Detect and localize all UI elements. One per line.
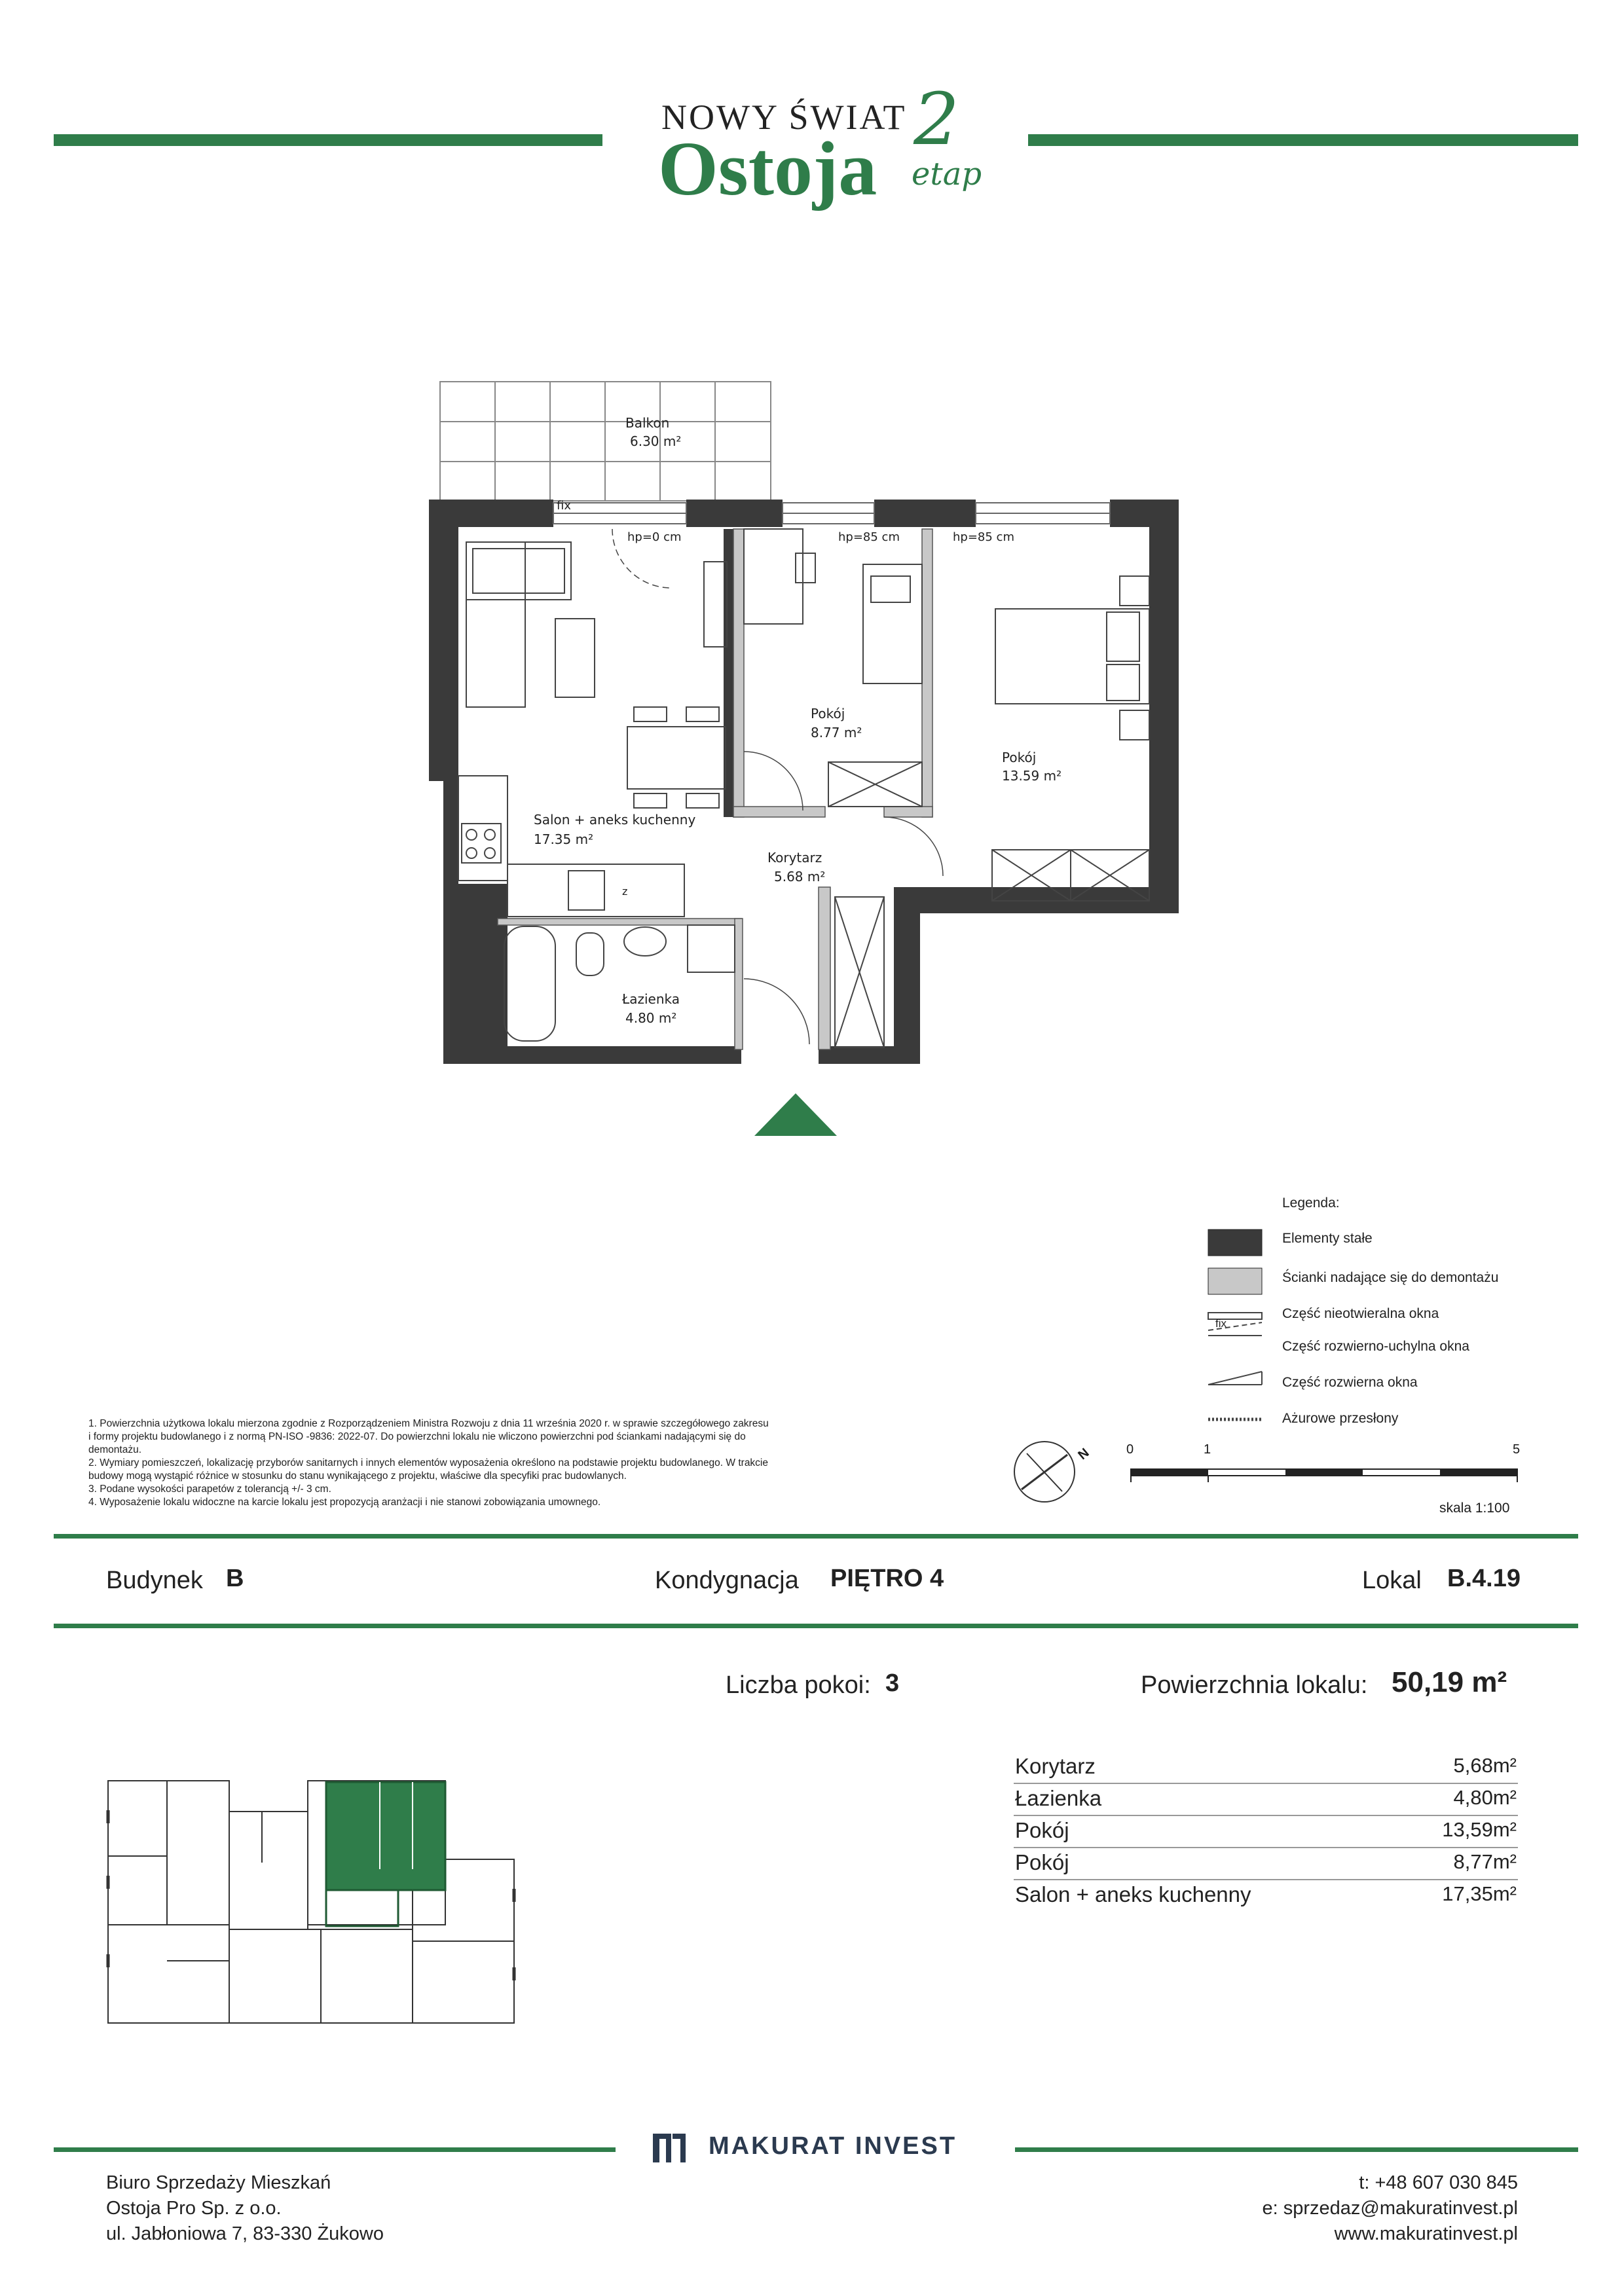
label-pokoj-1: Pokój bbox=[811, 706, 845, 721]
entrance-arrow bbox=[754, 1093, 837, 1136]
table-row bbox=[1014, 1880, 1518, 1911]
area-value: 50,19 m² bbox=[1392, 1666, 1507, 1698]
footer-line-left bbox=[54, 2147, 616, 2152]
room-name: Pokój bbox=[1015, 1818, 1069, 1842]
table-row bbox=[1014, 1848, 1518, 1880]
footer-company: MAKURAT INVEST bbox=[709, 2132, 957, 2160]
window-height-2: hp=85 cm bbox=[838, 530, 900, 544]
key-plan-highlight bbox=[326, 1782, 445, 1890]
room-area: 5,68m² bbox=[1453, 1754, 1517, 1777]
floor-value: PIĘTRO 4 bbox=[830, 1565, 944, 1592]
label-balkon: Balkon bbox=[625, 415, 670, 431]
note-line-7: 4. Wyposażenie lokalu widoczne na karcie lokalu jest propozycją aranżacji i nie stanowi zobowiązania umownego. bbox=[88, 1497, 601, 1508]
key-plan bbox=[105, 1771, 524, 2033]
area-pokoj-2: 13.59 m² bbox=[1002, 768, 1062, 784]
footer-address-1: Biuro Sprzedaży Mieszkań bbox=[106, 2172, 331, 2193]
footer-phone[interactable]: t: +48 607 030 845 bbox=[1359, 2172, 1518, 2193]
area-salon: 17.35 m² bbox=[534, 831, 594, 847]
room-area: 8,77m² bbox=[1453, 1850, 1517, 1873]
window-height-3: hp=85 cm bbox=[953, 530, 1014, 544]
compass-north-label: N bbox=[1075, 1446, 1092, 1463]
building-label: Budynek bbox=[106, 1567, 203, 1594]
label-salon: Salon + aneks kuchenny bbox=[534, 812, 696, 828]
note-line-2: i formy projektu budowlanego i z normą PN-ISO -9836: 2022-07. Do powierzchni lokalu nie wliczono powierzchni pod ściankami nadającymi się do bbox=[88, 1431, 746, 1442]
footer-address-3: ul. Jabłoniowa 7, 83-330 Żukowo bbox=[106, 2223, 384, 2244]
legend-title: Legenda: bbox=[1282, 1195, 1340, 1211]
unit-label: Lokal bbox=[1362, 1567, 1422, 1594]
note-line-5: budowy mogą wystąpić różnice w stosunku do stanu wynikającego z projektu, właściwe dla specyfiki prac budowlanych. bbox=[88, 1470, 627, 1482]
legend-item-fixed-window: Część nieotwieralna okna bbox=[1282, 1306, 1439, 1321]
logo-line1: NOWY ŚWIAT bbox=[661, 98, 907, 137]
label-lazienka: Łazienka bbox=[622, 991, 680, 1007]
room-name: Korytarz bbox=[1015, 1754, 1096, 1778]
logo-stage-number: 2 bbox=[913, 77, 959, 161]
table-row bbox=[1014, 1783, 1518, 1816]
area-lazienka: 4.80 m² bbox=[625, 1010, 677, 1026]
footer-email[interactable]: e: sprzedaz@makuratinvest.pl bbox=[1262, 2198, 1518, 2219]
room-area: 13,59m² bbox=[1442, 1818, 1517, 1841]
divider-bottom bbox=[54, 1624, 1578, 1628]
fridge-label: z bbox=[622, 885, 628, 898]
floor-label: Kondygnacja bbox=[655, 1567, 799, 1594]
rooms-count-value: 3 bbox=[885, 1669, 900, 1697]
footer-website[interactable]: www.makuratinvest.pl bbox=[1334, 2223, 1518, 2244]
note-line-3: demontażu. bbox=[88, 1444, 141, 1455]
area-label: Powierzchnia lokalu: bbox=[1141, 1671, 1368, 1699]
doors bbox=[612, 529, 943, 1044]
area-korytarz: 5.68 m² bbox=[774, 869, 826, 884]
footer-address-2: Ostoja Pro Sp. z o.o. bbox=[106, 2198, 282, 2219]
balcony-grid bbox=[440, 382, 771, 501]
room-name: Łazienka bbox=[1015, 1786, 1102, 1810]
scale-tick-0: 0 bbox=[1126, 1442, 1134, 1457]
label-pokoj-2: Pokój bbox=[1002, 750, 1037, 765]
scale-tick-1: 1 bbox=[1204, 1442, 1211, 1457]
rooms-count-label: Liczba pokoi: bbox=[726, 1671, 871, 1699]
legend-item-casement-window: Część rozwierna okna bbox=[1282, 1375, 1418, 1390]
room-name: Pokój bbox=[1015, 1850, 1069, 1874]
area-balkon: 6.30 m² bbox=[630, 433, 682, 449]
table-row bbox=[1014, 1751, 1518, 1784]
footer-line-right bbox=[1015, 2147, 1578, 2152]
room-area: 4,80m² bbox=[1453, 1786, 1517, 1809]
divider-top bbox=[54, 1534, 1578, 1539]
logo-line2: Ostoja bbox=[658, 126, 877, 211]
unit-value: B.4.19 bbox=[1447, 1565, 1521, 1592]
logo-stage-word: etap bbox=[912, 156, 982, 192]
note-line-6: 3. Podane wysokości parapetów z tolerancją +/- 3 cm. bbox=[88, 1484, 331, 1495]
legend-item-removable: Ścianki nadające się do demontażu bbox=[1282, 1270, 1499, 1285]
table-row bbox=[1014, 1815, 1518, 1848]
scale-bar bbox=[1130, 1460, 1522, 1486]
window-height-1: hp=0 cm bbox=[627, 530, 682, 544]
building-value: B bbox=[226, 1565, 244, 1592]
area-pokoj-1: 8.77 m² bbox=[811, 725, 862, 740]
plan-fix-label: fix bbox=[557, 499, 571, 513]
legend-item-tilt-window: Część rozwierno-uchylna okna bbox=[1282, 1339, 1469, 1354]
room-area: 17,35m² bbox=[1442, 1882, 1517, 1905]
note-line-1: 1. Powierzchnia użytkowa lokalu mierzona zgodnie z Rozporządzeniem Ministra Rozwoju z dnia 11 września 2020 r. w sprawie szczegółowego zakresu bbox=[88, 1418, 769, 1429]
legend-symbols bbox=[1205, 1224, 1270, 1434]
scale-tick-5: 5 bbox=[1513, 1442, 1521, 1457]
room-name: Salon + aneks kuchenny bbox=[1015, 1882, 1251, 1906]
furniture bbox=[458, 529, 1149, 1048]
legend-fix-label: fix bbox=[1215, 1317, 1227, 1330]
legend-item-fixed: Elementy stałe bbox=[1282, 1231, 1373, 1246]
note-line-4: 2. Wymiary pomieszczeń, lokalizację przyborów sanitarnych i innych elementów wyposażenia określono na podstawie projektu budowlanego. W trakcie bbox=[88, 1457, 769, 1468]
scale-label: skala 1:100 bbox=[1439, 1501, 1510, 1516]
exterior-walls bbox=[429, 500, 1179, 1064]
legend-item-screens: Ażurowe przesłony bbox=[1282, 1411, 1399, 1426]
compass-icon bbox=[1008, 1434, 1107, 1512]
label-korytarz: Korytarz bbox=[767, 850, 822, 866]
makurat-logo-icon bbox=[652, 2130, 694, 2164]
